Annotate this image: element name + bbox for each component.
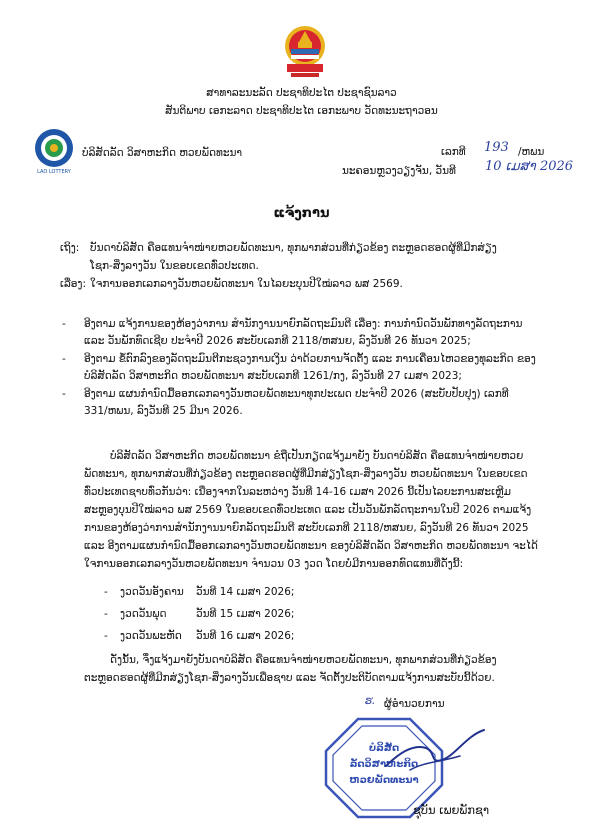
reference-3-line-1: ອີງຕາມ ແຜນກຳນົດມື້ອອກເລກລາງວັນຫວຍພັດທະນາທຸກປະເພດ ປະຈຳປີ 2026 (ສະບັບປັບປຸງ) ເລກທີ	[84, 388, 509, 400]
draw-1-date: ວັນທີ 14 ເມສາ 2026;	[196, 586, 295, 598]
body-line-3: ທົ່ວປະເທດຊາບທົ່ວກັນວ່າ: ເນື່ອງຈາກໃນລະຫວ່າງ ວັນທີ 14-16 ເມສາ 2026 ນີ້ເປັນໄລຍະການສະເຫຼີມ	[84, 486, 511, 498]
reference-2-line-2: ບໍລິສັດລັດ ວິສາຫະກິດ ຫວຍພັດທະນາ ສະບັບເລກທີ 1261/ກງ, ລົງວັນທີ 27 ເມສາ 2023;	[84, 370, 462, 382]
to-line-2: ໂຊກ-ສິ່ງລາງວັນ ໃນຂອບເຂດທົ່ວປະເທດ.	[90, 260, 259, 272]
body-line-4: ສະຫຼອງບຸນປີໃໝ່ລາວ ພສ 2569 ໃນຂອບເຂດທົ່ວປະເທດ ແລະ ເປັນວັນພັກລັດຖະການໃນປີ 2026 ຕາມແຈ້ງ	[84, 504, 532, 516]
handwritten-signature	[380, 722, 490, 782]
country-line: ສາທາລະນະລັດ ປະຊາທິປະໄຕ ປະຊາຊົນລາວ	[206, 87, 397, 99]
to-label: ເຖິງ:	[60, 242, 80, 254]
draw-3-name: ງວດວັນພະຫັດ	[120, 630, 182, 642]
org-name: ບໍລິສັດລັດ ວິສາຫະກິດ ຫວຍພັດທະນາ	[82, 147, 243, 159]
reference-3-line-2: 331/ຫພນ, ລົງວັນທີ 25 ມີນາ 2026.	[84, 405, 243, 417]
closing-line-2: ຕະຫຼອດຮອດຜູ້ທີ່ມີກສ່ຽງໂຊກ-ສິ່ງລາງວັນເພື່ອຊາບ ແລະ ຈັດຕັ້ງປະຕິບັດຕາມແຈ້ງການສະບັບນີ້ດ້ວຍ.	[84, 672, 495, 684]
stamp-line-1: ບໍລິສັດ	[368, 743, 400, 754]
reference-2-line-1: ອີງຕາມ ຂໍ້ຕົກລົງຂອງລັດຖະມົນຕີກະຊວງການເງິນ ວ່າດ້ວຍການຈັດຕັ້ງ ແລະ ການເຄື່ອນໄຫວຂອງທຸລະກິດ ຂອງ	[84, 353, 536, 365]
number-suffix: /ຫພນ	[518, 146, 545, 158]
page-title: ແຈ້ງການ	[273, 206, 330, 221]
date-label: ນະຄອນຫຼວງວຽງຈັນ, ວັນທີ	[342, 165, 456, 177]
stamp-line-2: ລັດວິສາຫະກິດ	[349, 759, 419, 770]
reference-bullet: -	[62, 318, 66, 330]
draw-1-name: ງວດວັນອັງຄານ	[120, 586, 184, 598]
body-line-7: ໃຈການອອກເລກລາງວັນຫວຍພັດທະນາ ຈຳນວນ 03 ງວດ ໂດຍບໍ່ມີການອອກທົດແທນທີ່ດັ່ງນີ້:	[84, 558, 464, 570]
to-line-1: ບັນດາບໍລິສັດ ຄືອແທນຈຳໜ່າຍຫວຍພັດທະນາ, ທຸກພາກສ່ວນທີ່ກ່ຽວຂ້ອງ ຕະຫຼອດຮອດຜູ້ທີ່ມີກສ່ຽງ	[90, 242, 497, 254]
stamp-line-3: ຫວຍພັດທະນາ	[349, 775, 419, 786]
subject-text: ໃຈການອອກເລກລາງວັນຫວຍພັດທະນາ ໃນໄລຍະບຸນປີໃໝ່ລາວ ພສ 2569.	[90, 278, 403, 290]
number-value: 193	[484, 140, 509, 155]
subject-label: ເລື່ອງ:	[60, 278, 87, 290]
reference-1-line-2: ແລະ ວັນພັກທົດເຊີຍ ປະຈຳປີ 2026 ສະບັບເລກທີ 2118/ຫສນຍ, ລົງວັນທີ 26 ທັນວາ 2025;	[84, 335, 471, 347]
reference-bullet: -	[62, 388, 66, 400]
draw-bullet: -	[104, 586, 108, 598]
motto-line: ສັນຕິພາບ ເອກະລາດ ປະຊາທິປະໄຕ ເອກະພາບ ວັດທະນະຖາວອນ	[165, 105, 438, 117]
reference-1-line-1: ອີງຕາມ ແຈ້ງການຂອງຫ້ອງວ່າການ ສຳນັກງານນາຍົກລັດຖະມົນຕີ ເລື່ອງ: ການກຳນົດວັນພັກທາງລັດຖະການ	[84, 318, 523, 330]
number-label: ເລກທີ	[441, 146, 466, 158]
national-emblem	[283, 20, 327, 78]
signature-prefix: ຮ.	[364, 694, 376, 707]
logo-caption: LAO LOTTERY	[37, 169, 71, 175]
draw-2-date: ວັນທີ 15 ເມສາ 2026;	[196, 608, 295, 620]
body-line-5: ການຂອງຫ້ອງວ່າການສຳນັກງານນາຍົກລັດຖະມົນຕີ ສະບັບເລກທີ 2118/ຫສນຍ, ລົງວັນທີ 26 ທັນວາ 2025	[84, 522, 529, 534]
signature-role: ຜູ້ອຳນວຍການ	[384, 698, 445, 710]
body-line-2: ພັດທະນາ, ທຸກພາກສ່ວນທີ່ກ່ຽວຂ້ອງ ຕະຫຼອດຮອດຜູ້ທີ່ມີກສ່ຽງໂຊກ-ສິ່ງລາງວັນ ຫວຍພັດທະນາ ໃນຂອບເຂດ	[84, 468, 528, 480]
body-line-1: ບໍລິສັດລັດ ວິສາຫະກິດ ຫວຍພັດທະນາ ຂໍຖືເປັນກຽດແຈ້ງມາຍັງ ບັນດາບໍລິສັດ ຄືອແທນຈຳໜ່າຍຫວຍ	[110, 450, 524, 462]
lottery-logo	[34, 128, 74, 168]
body-line-6: ແລະ ອີງຕາມແຜນກຳນົດມື້ອອກເລກລາງວັນຫວຍພັດທະນາ ຂອງບໍລິສັດລັດ ວິສາຫະກິດ ຫວຍພັດທະນາ ຈະໄດ້	[84, 540, 538, 552]
date-value: 10 ເມສາ 2026	[485, 159, 574, 174]
signer-name: ຊຸບັນ ເພຍພັກຊາ	[413, 803, 490, 817]
draw-3-date: ວັນທີ 16 ເມສາ 2026;	[196, 630, 295, 642]
draw-bullet: -	[104, 630, 108, 642]
closing-line-1: ດັ່ງນັ້ນ, ຈຶ່ງແຈ້ງມາຍັງບັນດາບໍລິສັດ ຄືອແທນຈຳໜ່າຍຫວຍພັດທະນາ, ທຸກພາກສ່ວນທີ່ກ່ຽວຂ້ອງ	[110, 654, 497, 666]
draw-2-name: ງວດວັນພຸດ	[120, 608, 167, 620]
draw-bullet: -	[104, 608, 108, 620]
reference-bullet: -	[62, 353, 66, 365]
